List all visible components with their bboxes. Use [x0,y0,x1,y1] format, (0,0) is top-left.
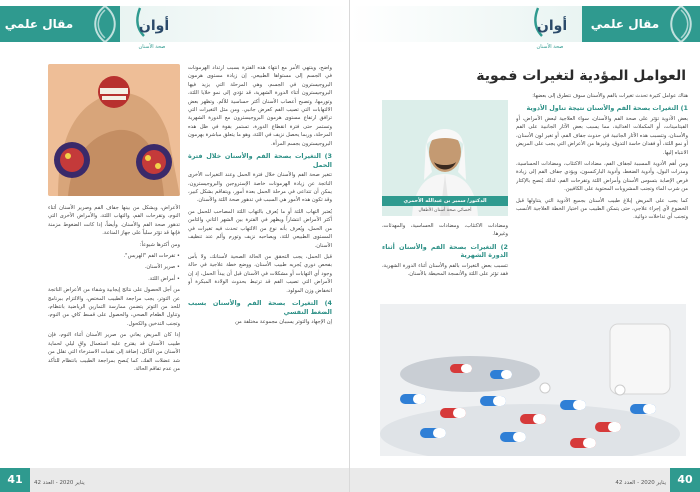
logo-icon [530,4,570,44]
paragraph: الأعراض، ويشكل من بينها جفاف الفم وصرير الأسنان أثناء النوم، وتقرحات الفم، والتهاب اللثة، والأمراض الأخرى التي تدهور صحة الفم والأسنان. وأيضاً، إذا كانت الضغوط مزمنة فإنها قد تؤثر سلباً على جهاز المناعة. [48,205,180,237]
page-number: 41 [0,468,30,492]
section-heading: 2) التغيرات بصحة الفم والأسنان أثناء الدورة الشهرية [382,242,508,260]
paragraph: من أجل الحصول على نتائج إيجابية وشفاء من الأعراض الناتجة عن التوتر، يجب مراجعة الطبيب المختص، والالتزام ببرنامج للحد من التوتر يتضمن ممارسة التمارين الرياضية بانتظام، وتناول الطعام الصحي، والحصول على قسط كافٍ من النوم، وتجنب التدخين والكحول. [48,287,180,327]
page-number: 40 [670,468,700,492]
logo-icon [132,4,172,44]
logo-tagline: صحة الأسنان [138,44,166,50]
medication-pills-photo [380,304,686,456]
logo-wordmark: أوان [138,18,170,34]
right-header [350,0,700,48]
paragraph: يُعتبر التهاب اللثة أو ما يُعرف بالتهاب اللثة المصاحب للحمل من أكثر الأمراض انتشاراً ويظهر في الفترة بين الشهر الثاني والثامن من الحمل، ويُعرف بأنه نوع من الالتهاب تحدث فيه تغيرات في المستوى الطبيعي للثة، ويصاحبه نزيف وتورم وألم عند تنظيف الأسنان. [188,208,332,249]
list-item: • تقرحات الفم "الهربس". [123,253,180,260]
paragraph: تتسبب بعض التغيرات بالفم والأسنان أثناء الدورة الشهرية، فقد تؤثر على اللثة والأنسجة المحيطة بالأسنان. [382,263,508,278]
left-footer [0,468,350,492]
logo-wordmark: أوان [536,18,568,34]
list-item: • أمراض اللثة. [148,275,180,282]
left-column-a [188,64,332,464]
author-title: أخصائي صحة أسنان الأطفال [418,208,472,213]
author-name: الدكتور/ سمير بن عبدالله الأحمري [382,196,508,206]
paragraph: إن الإجهاد والتوتر يسببان مجموعة مختلفة من [235,319,332,326]
section-heading: 3) التغيرات بصحة الفم والأسنان خلال فترة الحمل [188,152,332,169]
left-header [0,0,350,48]
paragraph: ومن أهم الأدوية المسببة لجفاف الفم، مضادات الاكتئاب، ومضادات الحساسية، ومدرات البول، وأدوية الضغط، وأدوية الباركنسون، ويؤدي جفاف الفم إلى زيادة فرص الإصابة بتسوس الأسنان وأمراض اللثة وتقرحات الفم، لذلك يُنصح بالإكثار من شرب الماء وتجنب المشروبات المحتوية على الكافيين. [516,161,688,193]
logo-tagline: صحة الأسنان [536,44,564,50]
paragraph: ومضادات الاكتئاب، ومضادات الحساسية، والمهدئات، وغيرها. [382,223,508,238]
section-label: مقال علمي [590,17,660,31]
issue-label: يناير 2020 - العدد 42 [615,480,666,486]
paragraph: كما يجب على المريض إبلاغ طبيب الأسنان بجميع الأدوية التي يتناولها قبل الخضوع لأي إجراء علاجي، حتى يتمكن الطبيب من اختيار الخطة العلاجية الأنسب وتجنب أي تداخلات دوائية. [516,197,688,221]
leaf-decoration-icon [664,4,698,44]
issue-label: يناير 2020 - العدد 42 [34,480,85,486]
paragraph: واضح، وينتهي الأمر مع انتهاء هذه الفترة بسبب ارتداد الهرمونات في الجسم إلى مستواها الطبيعي. إن زيادة مستوى هرمون البروجيسترون في الجسم، وهي المرحلة التي يزيد فيها البروجيسترون أثناء الدورة الشهرية، قد تؤدي إلى نمو خلايا اللثة، وتورمها، وتصبح أعصاب الأسنان أكثر حساسية للألم. وتظهر بعض الالتهابات التي تصيب الفم كعرض جانبي. ومن مثل التغيرات التي ترافق ارتفاع مستوى هرمون البروجيسترون مع الدورة الشهرية وتستمر حتى فترة انقطاع الدورة، تستمر بقوة في ظل هذه المرحلة، وربما يحصل نزيف في اللثة، وهو ما يتعلق مباشرة بهرمون البروجيسترون بجسم المرأة. [188,65,332,147]
paragraph: إذا كان المريض يعاني من صرير الأسنان أثناء النوم، فإن طبيب الأسنان قد يقترح عليه استعمال واقٍ ليلي لحماية الأسنان من التآكل، إضافة إلى تقنيات الاسترخاء التي تقلل من شد عضلات الفك، كما يُنصح بمراجعة الطبيب بانتظام للتأكد من عدم تفاقم الحالة. [48,332,180,372]
pregnant-woman-dental-illustration [48,64,180,196]
article-title: العوامل المؤدية لتغيرات فموية [476,68,686,84]
right-column-b [382,222,508,302]
left-column-b [48,204,180,464]
section-heading: 1) التغيرات بصحة الفم والأسنان نتيجة تناول الأدوية [526,104,688,113]
paragraph: تتغير صحة الفم والأسنان خلال فترة الحمل وعند التغيرات الأخرى الناتجة عن زيادة الهرمونات خاصة الإستروجين والبروجيسترون، يمكن أن تتداعى في مرحلة الحمل بعدة أمور، ويتفاقم بشكل كبير، وقد تكون هذه الأمور هي السبب في تدهور صحة اللثة والأسنان. [188,172,332,204]
list-intro: ومن أكثرها شيوعاً: [139,241,180,248]
list-item: • صرير الأسنان. [144,264,180,271]
section-label: مقال علمي [4,17,74,31]
paragraph: قبل الحمل، يجب التحقق من الحالة الصحية لأسنانك، ولا بأس بفحص دوري يُجريه طبيب الأسنان، ووضع خطة علاجية في حالة وجود أي التهابات أو مشكلات في الأسنان قبل أن يبدأ الحمل، إذ إن الأمراض التي تصيب الفم قد ترتبط بحدوث الولادة المبكرة أو انخفاض وزن المولود. [188,253,332,294]
paragraph: هناك عوامل كثيرة تحدث تغيرات بالفم والأسنان سوف نتطرق إلى بعضها: [532,93,688,99]
paragraph: بعض الأدوية تؤثر على صحة الفم والأسنان، سواء العلاجية لبعض الأمراض، أو الفيتامينات، أو المكملات الغذائية، مما يسبب بعض الآثار الجانبية على الفم والأسنان، وتتسبب هذه الآثار الجانبية في حدوث جفاف الفم، أو تغير لون الأسنان، أو نمو اللثة، أو فقدان حاسة التذوق، وغيرها من الأعراض التي يجب على المريض الانتباه إليها. [516,116,688,156]
section-heading: 4) التغيرات بصحة الفم والأسنان بسبب الضغط النفسي [188,298,332,316]
leaf-decoration-icon [88,4,122,44]
